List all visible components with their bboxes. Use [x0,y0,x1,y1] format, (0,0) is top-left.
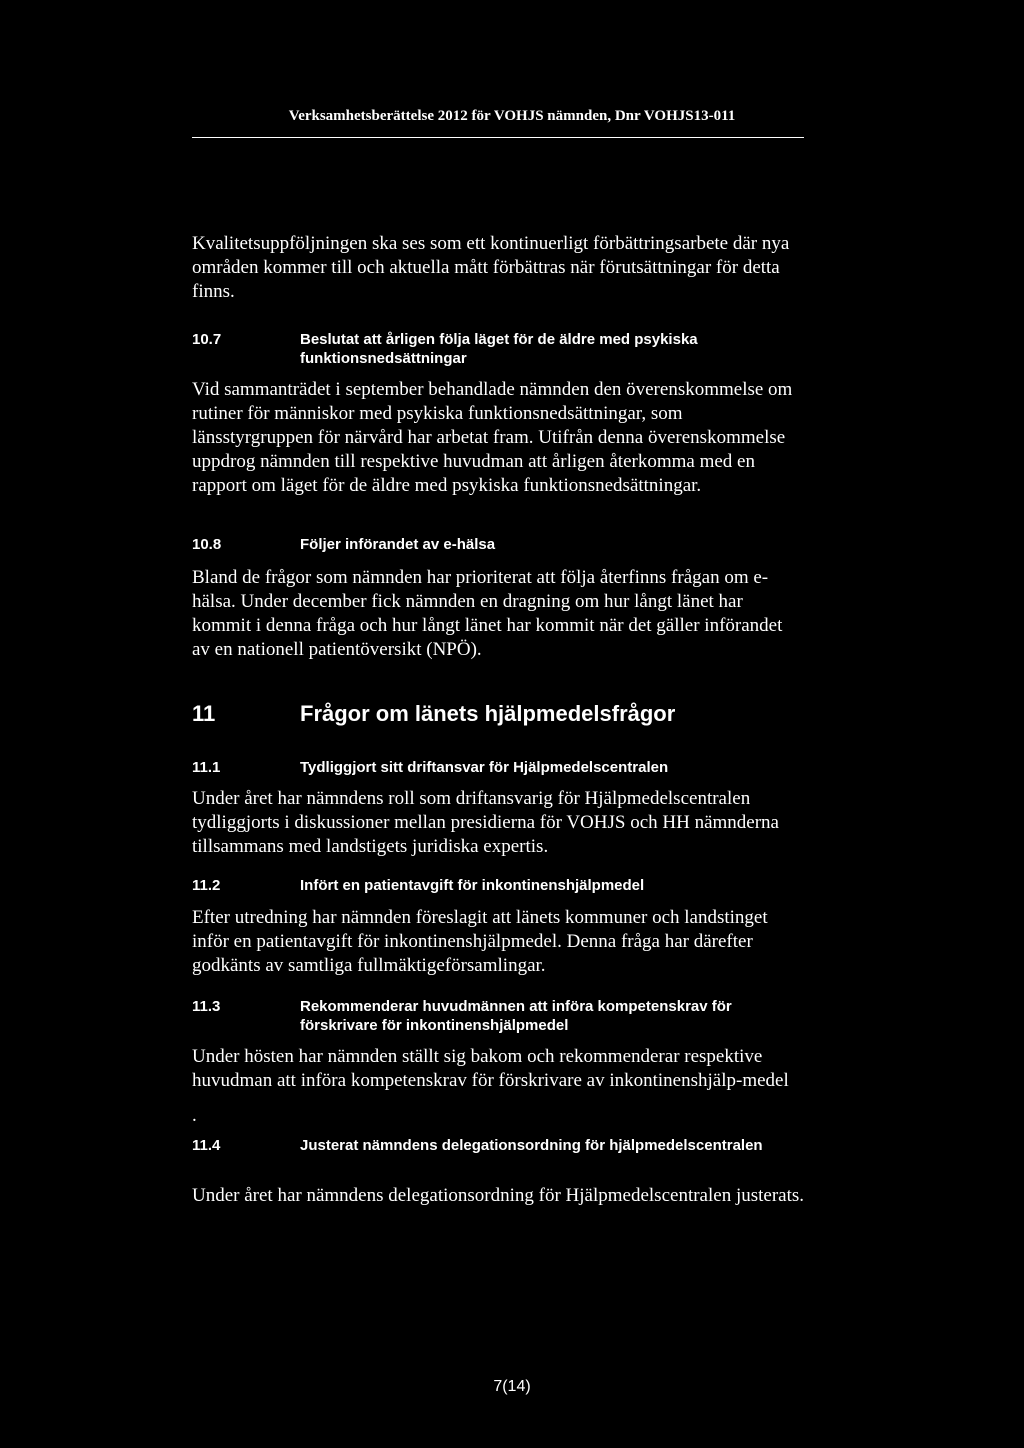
page-number: 7(14) [493,1378,531,1395]
section-number: 10.7 [192,331,222,348]
section-11-2-body: Efter utredning har nämnden föreslagit att länets kommuner och landstinget inför en patientavgift för inkontinenshjälpmedel. Denna fråga har därefter godkänts av samtliga fullmäktigeförsamlingar. [192,907,768,976]
intro-paragraph: Kvalitetsuppföljningen ska ses som ett kontinuerligt förbättringsarbete där nya områden kommer till och aktuella mått förbättras när förutsättningar för detta finns. [192,233,790,302]
header-divider [192,137,804,138]
section-title: Följer införandet av e-hälsa [300,536,496,553]
section-number: 11.1 [192,759,221,776]
section-10-8-body: Bland de frågor som nämnden har prioriterat att följa återfinns frågan om e-hälsa. Under december fick nämnden en dragning om hur långt länet har kommit i denna fråga och hur långt länet har kommit när det gäller införandet av en nationell patientöversikt (NPÖ). [192,567,783,660]
section-title: Infört en patientavgift för inkontinenshjälpmedel [300,877,645,894]
section-number: 11.4 [192,1137,221,1154]
section-number: 11.2 [192,877,221,894]
section-title: Justerat nämndens delegationsordning för hjälpmedelscentralen [300,1137,763,1154]
chapter-number: 11 [192,701,216,726]
page-header: Verksamhetsberättelse 2012 för VOHJS nämnden, Dnr VOHJS13-011 [288,108,736,124]
stray-period: . [192,1105,197,1126]
section-11-4-body: Under året har nämndens delegationsordning för Hjälpmedelscentralen justerats. [192,1185,805,1206]
section-10-7-body: Vid sammanträdet i september behandlade nämnden den överenskommelse om rutiner för människor med psykiska funktionsnedsättningar, som länsstyrgruppen för närvård har arbetat fram. Utifrån denna överenskommelse uppdrog nämnden till respektive huvudman att årligen återkomma med en rapport om läget för de äldre med psykiska funktionsnedsättningar. [192,379,793,496]
section-title: Rekommenderar huvudmännen att införa kompetenskrav för förskrivare för inkontinenshjälpmedel [300,998,732,1034]
section-title: Tydliggjort sitt driftansvar för Hjälpmedelscentralen [300,759,669,776]
section-title: Beslutat att årligen följa läget för de äldre med psykiska funktionsnedsättningar [300,331,698,367]
chapter-title: Frågor om länets hjälpmedelsfrågor [300,701,676,726]
section-11-1-body: Under året har nämndens roll som driftansvarig för Hjälpmedelscentralen tydliggjorts i diskussioner mellan presidierna för VOHJS och HH nämnderna tillsammans med landstigets juridiska expertis. [192,788,779,857]
section-number: 10.8 [192,536,222,553]
section-11-3-body: Under hösten har nämnden ställt sig bakom och rekommenderar respektive huvudman att införa kompetenskrav för förskrivare av inkontinenshjälp-medel [192,1046,789,1091]
section-number: 11.3 [192,998,221,1015]
